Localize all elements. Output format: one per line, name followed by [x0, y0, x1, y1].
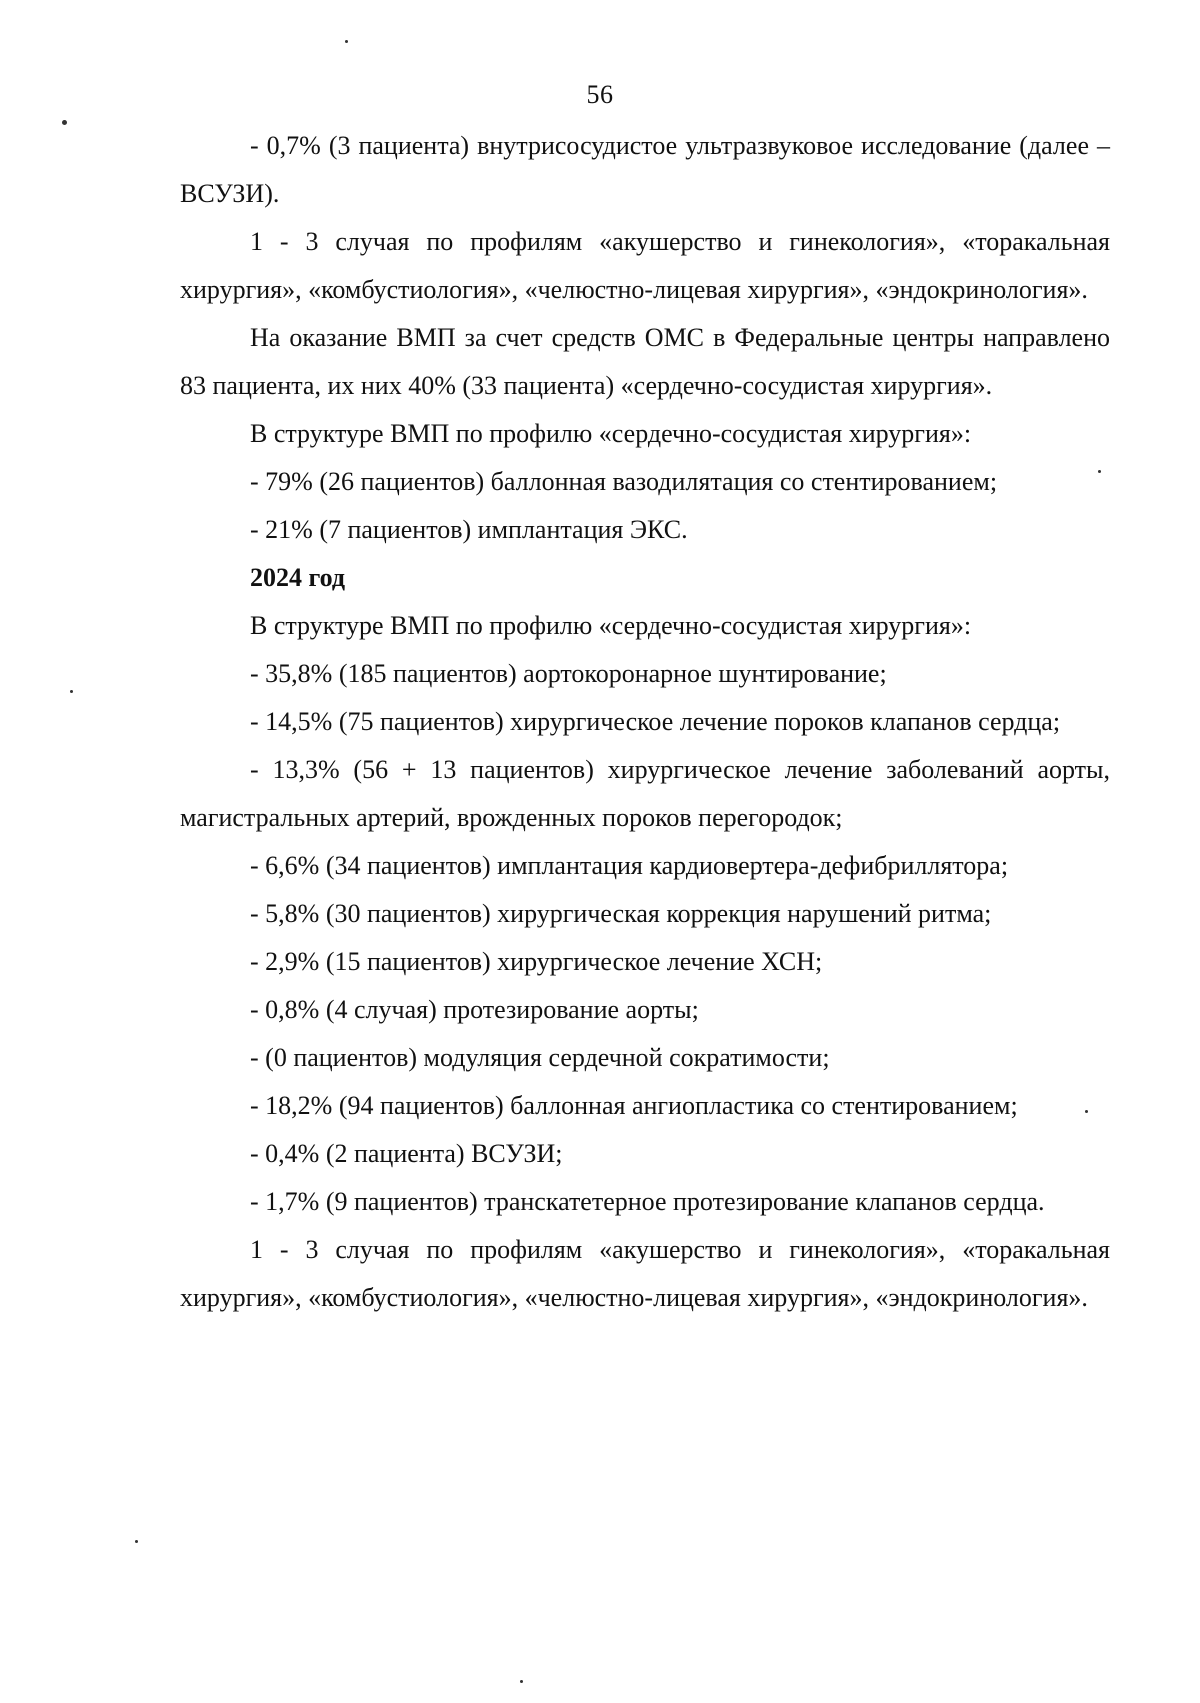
list-item-valve-surgery: - 14,5% (75 пациентов) хирургическое лечение пороков клапанов сердца;	[250, 707, 1061, 736]
list-item-icd: - 6,6% (34 пациентов) имплантация кардиовертера-дефибриллятора;	[250, 851, 1009, 880]
scan-speck	[1085, 1110, 1088, 1113]
list-item-cabg: - 35,8% (185 пациентов) аортокоронарное шунтирование;	[250, 659, 887, 688]
page-number: 56	[586, 80, 614, 109]
document-body	[180, 122, 1110, 1322]
list-item-balloon-2023: - 79% (26 пациентов) баллонная вазодилятация со стентированием;	[250, 467, 998, 496]
list-item-balloon-2024: - 18,2% (94 пациентов) баллонная ангиопластика со стентированием;	[250, 1091, 1018, 1120]
paragraph-other-profiles-2023: 1 - 3 случая по профилям «акушерство и гинекология», «торакальная хирургия», «комбустиология», «челюстно-лицевая хирургия», «эндокринология».	[180, 227, 1110, 304]
paragraph-other-profiles-2024: 1 - 3 случая по профилям «акушерство и гинекология», «торакальная хирургия», «комбустиология», «челюстно-лицевая хирургия», «эндокринология».	[180, 1235, 1110, 1312]
scan-speck	[520, 1680, 523, 1683]
list-item-aortic-prosthesis: - 0,8% (4 случая) протезирование аорты;	[250, 995, 699, 1024]
section-heading-2024: 2024 год	[250, 563, 346, 592]
scan-speck	[135, 1540, 138, 1543]
paragraph-structure-intro-2024: В структуре ВМП по профилю «сердечно-сосудистая хирургия»:	[250, 611, 972, 640]
list-item-chf: - 2,9% (15 пациентов) хирургическое лечение ХСН;	[250, 947, 823, 976]
scan-speck	[345, 40, 348, 43]
scan-speck	[1098, 470, 1101, 473]
scan-speck	[70, 690, 73, 693]
list-item-tavi: - 1,7% (9 пациентов) транскатетерное протезирование клапанов сердца.	[250, 1187, 1045, 1216]
paragraph-structure-intro-2023: В структуре ВМП по профилю «сердечно-сосудистая хирургия»:	[250, 419, 972, 448]
list-item-ccm: - (0 пациентов) модуляция сердечной сократимости;	[250, 1043, 830, 1072]
list-item-pacemaker-2023: - 21% (7 пациентов) имплантация ЭКС.	[250, 515, 688, 544]
scan-speck	[62, 120, 67, 125]
list-item-arrhythmia: - 5,8% (30 пациентов) хирургическая коррекция нарушений ритма;	[250, 899, 992, 928]
paragraph-federal-centers: На оказание ВМП за счет средств ОМС в Федеральные центры направлено 83 пациента, их них 40% (33 пациента) «сердечно-сосудистая хирургия».	[180, 323, 1110, 400]
list-item-aorta-arteries: - 13,3% (56 + 13 пациентов) хирургическое лечение заболеваний аорты, магистральных артерий, врожденных пороков перегородок;	[180, 755, 1110, 832]
list-item-ivus-2024: - 0,4% (2 пациента) ВСУЗИ;	[250, 1139, 563, 1168]
paragraph-ivus-percent: - 0,7% (3 пациента) внутрисосудистое ультразвуковое исследование (далее – ВСУЗИ).	[180, 131, 1110, 208]
